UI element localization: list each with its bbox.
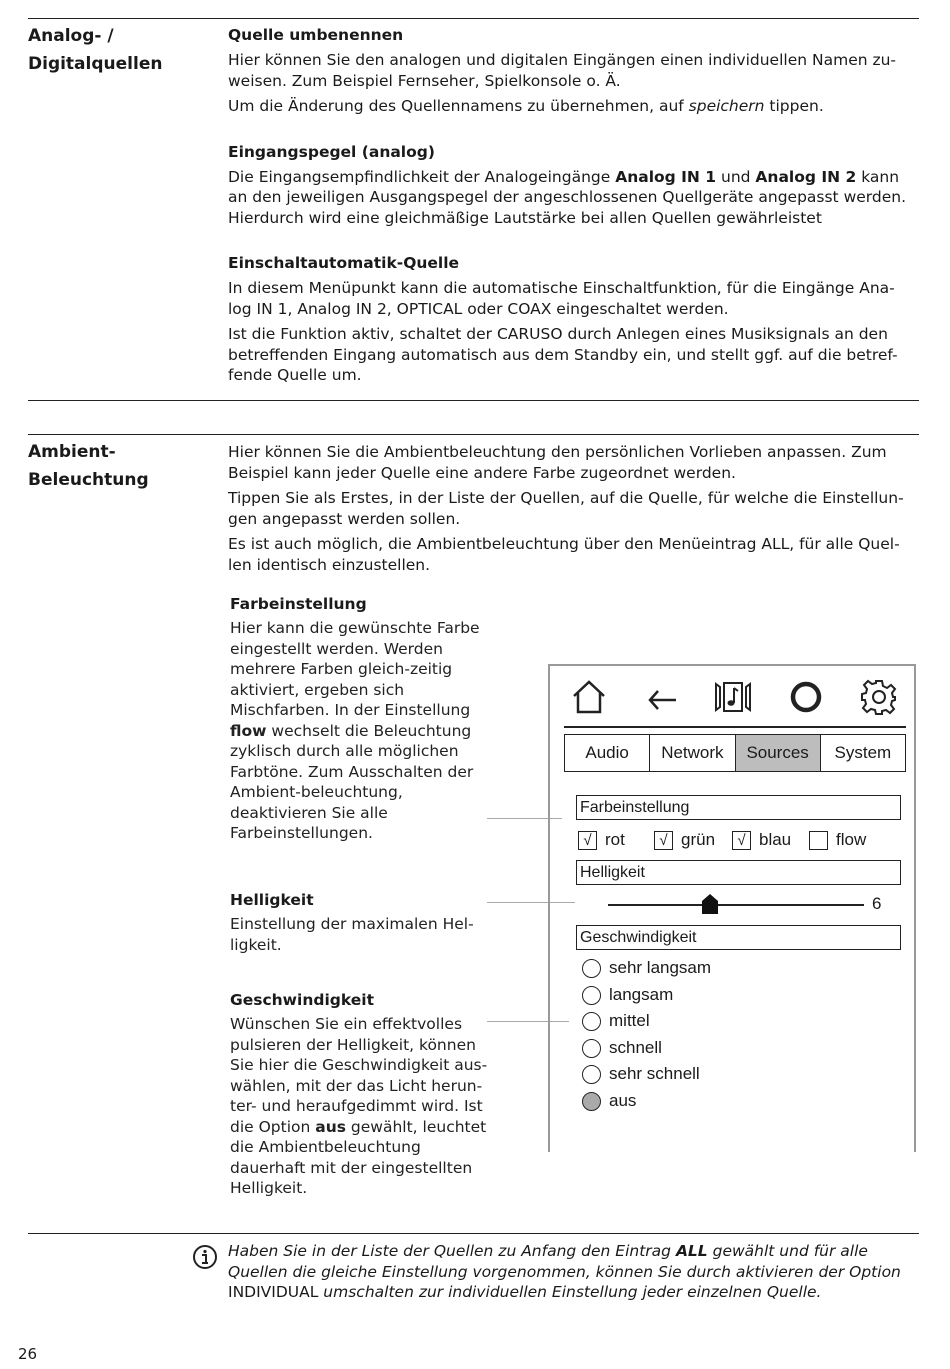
tab-bar [564,734,906,772]
gear-icon[interactable] [860,678,898,716]
radio-circle[interactable] [582,959,601,978]
heading-einschaltautomatik: Einschaltautomatik-Quelle [228,254,460,272]
tab-system[interactable]: System [834,743,892,762]
checkbox-box[interactable]: √ [732,831,751,850]
geschwindigkeit-header: Geschwindigkeit [576,925,901,950]
music-icon[interactable] [714,678,752,716]
checkbox-box[interactable] [809,831,828,850]
info-note: Haben Sie in der Liste der Quellen zu Anfang den Eintrag ALL gewählt und für alle Quellen die gleiche Einstellung vorgenommen, können Sie durch aktivieren der Option INDIVIDUAL umschalten zur individuellen Einstellung jeder einzelnen Quelle. [228,1242,901,1301]
geschwindigkeit-description [230,990,490,1199]
radio-sehr-langsam[interactable]: sehr langsam [582,958,711,978]
section-analog-content [228,25,908,391]
paragraph: Tippen Sie als Erstes, in der Liste der Quellen, auf die Quelle, für welche die Einstellun-gen angepasst werden sollen. [228,489,904,528]
checkbox-box[interactable]: √ [578,831,597,850]
heading-farbeinstellung: Farbeinstellung [230,595,367,613]
radio-circle[interactable] [582,1065,601,1084]
checkbox-box[interactable]: √ [654,831,673,850]
page-number: 26 [18,1345,38,1363]
helligkeit-description [230,890,480,955]
paragraph: Ist die Funktion aktiv, schaltet der CARUSO durch Anlegen eines Musiksignals an den betreffenden Eingang automatisch aus dem Standby ein, und stellt ggf. auf die betref-fende Quelle um. [228,325,898,384]
info-icon [192,1244,218,1270]
section-divider [28,400,919,401]
radio-circle[interactable] [582,1039,601,1058]
farbeinstellung-description [230,594,490,844]
radio-aus[interactable]: aus [582,1091,636,1111]
section-divider [28,434,919,435]
helligkeit-slider-thumb[interactable] [702,894,718,914]
farbeinstellung-header: Farbeinstellung [576,795,901,820]
tab-network[interactable]: Network [650,735,735,771]
tab-audio[interactable]: Audio [565,735,650,771]
section-title-analog: Analog- / Digitalquellen [28,26,163,74]
heading-geschwindigkeit: Geschwindigkeit [230,991,374,1009]
paragraph: Die Eingangsempfindlichkeit der Analogeingänge Analog IN 1 und Analog IN 2 kann an den jeweiligen Ausgangspegel der angeschlossenen Quellgeräte angepasst werden. Hierdurch wird eine gleichmäßige Lautstärke bei allen Quellen gewährleistet [228,167,907,227]
tab-sources[interactable]: Sources [736,735,821,771]
back-arrow-icon[interactable] [644,678,682,716]
heading-helligkeit: Helligkeit [230,891,314,909]
paragraph: Es ist auch möglich, die Ambientbeleuchtung über den Menüeintrag ALL, für alle Quel-len identisch einzustellen. [228,535,900,574]
radio-circle[interactable] [582,986,601,1005]
paragraph: Hier kann die gewünschte Farbe eingestellt werden. Werden mehrere Farben gleich-zeitig aktiviert, ergeben sich Mischfarben. In der Einstellung flow wechselt die Beleuchtung zyklisch durch alle möglichen Farbtöne. Zum Ausschalten der Ambient-beleuchtung, deaktivieren Sie alle Farbeinstellungen. [230,619,480,842]
checkbox-gruen[interactable]: √ grün [654,830,715,850]
device-screen-mockup [548,664,916,1152]
paragraph: Um die Änderung des Quellennamens zu übernehmen, auf speichern tippen. [228,97,824,115]
radio-mittel[interactable]: mittel [582,1011,650,1031]
note-divider [28,1233,919,1234]
radio-circle[interactable] [582,1012,601,1031]
helligkeit-header: Helligkeit [576,860,901,885]
section-title-ambient: Ambient- Beleuchtung [28,442,149,490]
heading-eingangspegel: Eingangspegel (analog) [228,142,435,161]
radio-langsam[interactable]: langsam [582,985,673,1005]
checkbox-flow[interactable]: flow [809,830,866,850]
checkbox-rot[interactable]: √ rot [578,830,625,850]
nav-divider [564,726,906,728]
paragraph: Hier können Sie die Ambientbeleuchtung den persönlichen Vorlieben anpassen. Zum Beispiel kann jeder Quelle eine andere Farbe zugeordnet werden. [228,443,887,482]
paragraph: Hier können Sie den analogen und digitalen Eingängen einen individuellen Namen zu-weisen. Zum Beispiel Fernseher, Spielkonsole o. Ä. [228,51,897,90]
paragraph: Einstellung der maximalen Hel-ligkeit. [230,915,474,954]
radio-sehr-schnell[interactable]: sehr schnell [582,1064,700,1084]
section-ambient-intro [228,442,908,580]
heading-quelle-umbenennen: Quelle umbenennen [228,26,404,44]
helligkeit-slider-track[interactable] [608,904,864,906]
top-rule [28,18,919,19]
helligkeit-value: 6 [872,894,882,913]
paragraph: In diesem Menüpunkt kann die automatische Einschaltfunktion, für die Eingänge Ana-log IN 1, Analog IN 2, OPTICAL oder COAX eingeschaltet werden. [228,279,895,318]
paragraph: Wünschen Sie ein effektvolles pulsieren der Helligkeit, können Sie hier die Geschwindigkeit aus-wählen, mit der das Licht herun-ter- und heraufgedimmt wird. Ist die Option aus gewählt, leuchtet die Ambientbeleuchtung dauerhaft mit der eingestellten Helligkeit. [230,1015,488,1197]
home-icon[interactable] [570,678,608,716]
checkbox-blau[interactable]: √ blau [732,830,791,850]
radio-circle[interactable] [582,1092,601,1111]
radio-schnell[interactable]: schnell [582,1038,662,1058]
circle-icon[interactable] [787,678,825,716]
